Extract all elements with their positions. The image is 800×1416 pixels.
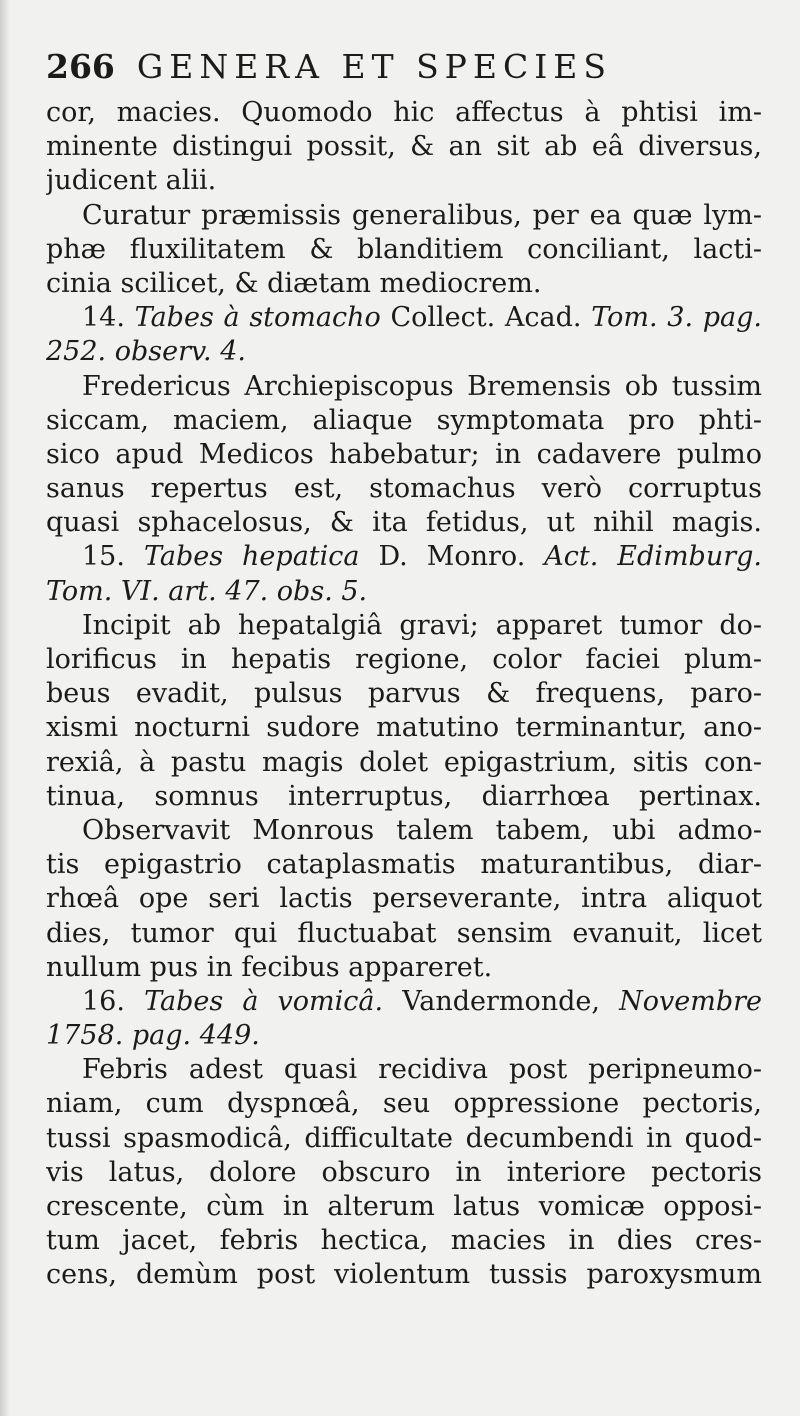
text-line: sico apud Medicos habebatur; in cadavere pulmo [46,438,762,470]
section-source: Vandermonde, [402,985,600,1017]
section-heading-15 [46,540,762,574]
section-title: Tabes à stomacho [134,302,381,334]
section-heading-16 [46,985,762,1019]
text-line: niam, cum dyspnœâ, seu oppressione pectoris, [46,1088,762,1120]
text-line: rexiâ, à pastu magis dolet epigastrium, sitis con- [46,746,762,778]
text-line: xismi nocturni sudore matutino terminantur, ano- [46,712,762,744]
text-line: Curatur præmissis generalibus, per ea quæ lym- [82,199,762,231]
text-line: minente distingui possit, & an sit ab eâ diversus, [46,131,762,163]
section-reference-cont: Tom. VI. art. 47. obs. 5. [46,575,368,607]
text-line: phæ fluxilitatem & blanditiem conciliant, lacti- [46,233,762,265]
text-line: crescente, cùm in alterum latus vomicæ opposi- [46,1191,762,1222]
section-reference: Novembre [619,985,762,1017]
page-number: 266 [46,47,115,86]
text-line: sanus repertus est, stomachus verò corruptus [46,473,762,505]
section-title: Tabes à vomicâ. [144,985,384,1017]
text-line: lorificus in hepatis regione, color faciei plum- [46,644,762,675]
running-title: GENERA ET SPECIES [136,47,612,86]
text-line: vis latus, dolore obscuro in interiore pectoris [46,1156,762,1188]
text-line: cinia scilicet, & diætam mediocrem. [46,267,542,299]
text-line: cens, demùm post violentum tussis paroxysmum [46,1259,762,1291]
section-reference: Tom. 3. pag. [591,302,762,334]
text-line: Incipit ab hepatalgiâ gravi; apparet tumor do- [82,609,762,641]
text-line: beus evadit, pulsus parvus & frequens, paro- [46,678,762,710]
section-number: 16. [82,985,125,1017]
text-line: quasi sphacelosus, & ita fetidus, ut nihil magis. [46,507,762,539]
section-source: Collect. Acad. [390,302,582,334]
section-number: 14. [82,302,125,334]
text-line: nullum pus in fecibus appareret. [46,951,493,983]
section-source: D. Monro. [378,541,526,573]
text-line: rhœâ ope seri lactis perseverante, intra aliquot [46,883,762,915]
text-line: dies, tumor qui fluctuabat sensim evanuit, licet [46,917,762,949]
text-line: siccam, maciem, aliaque symptomata pro phti- [46,404,762,436]
section-number: 15. [82,541,125,573]
text-line: tussi spasmodicâ, difficultate decumbendi in quod- [46,1122,762,1154]
section-reference-cont: 252. observ. 4. [46,336,246,368]
text-line: Febris adest quasi recidiva post peripneumo- [82,1054,762,1086]
text-line: Fredericus Archiepiscopus Bremensis ob tussim [82,370,762,402]
section-reference-cont: 1758. pag. 449. [46,1020,260,1052]
text-line: Observavit Monrous talem tabem, ubi admo- [82,814,762,846]
text-line: judicent alii. [46,165,217,197]
section-heading-14 [46,301,762,335]
text-line: cor, macies. Quomodo hic affectus à phtisi im- [46,97,762,128]
text-line: tinua, somnus interruptus, diarrhœa pertinax. [46,780,762,812]
text-line: tum jacet, febris hectica, macies in dies cres- [46,1225,762,1257]
section-title: Tabes hepatica [143,541,360,573]
section-reference: Act. Edimburg. [544,541,762,573]
running-head [46,38,762,96]
text-line: tis epigastrio cataplasmatis maturantibus, diar- [46,849,762,881]
